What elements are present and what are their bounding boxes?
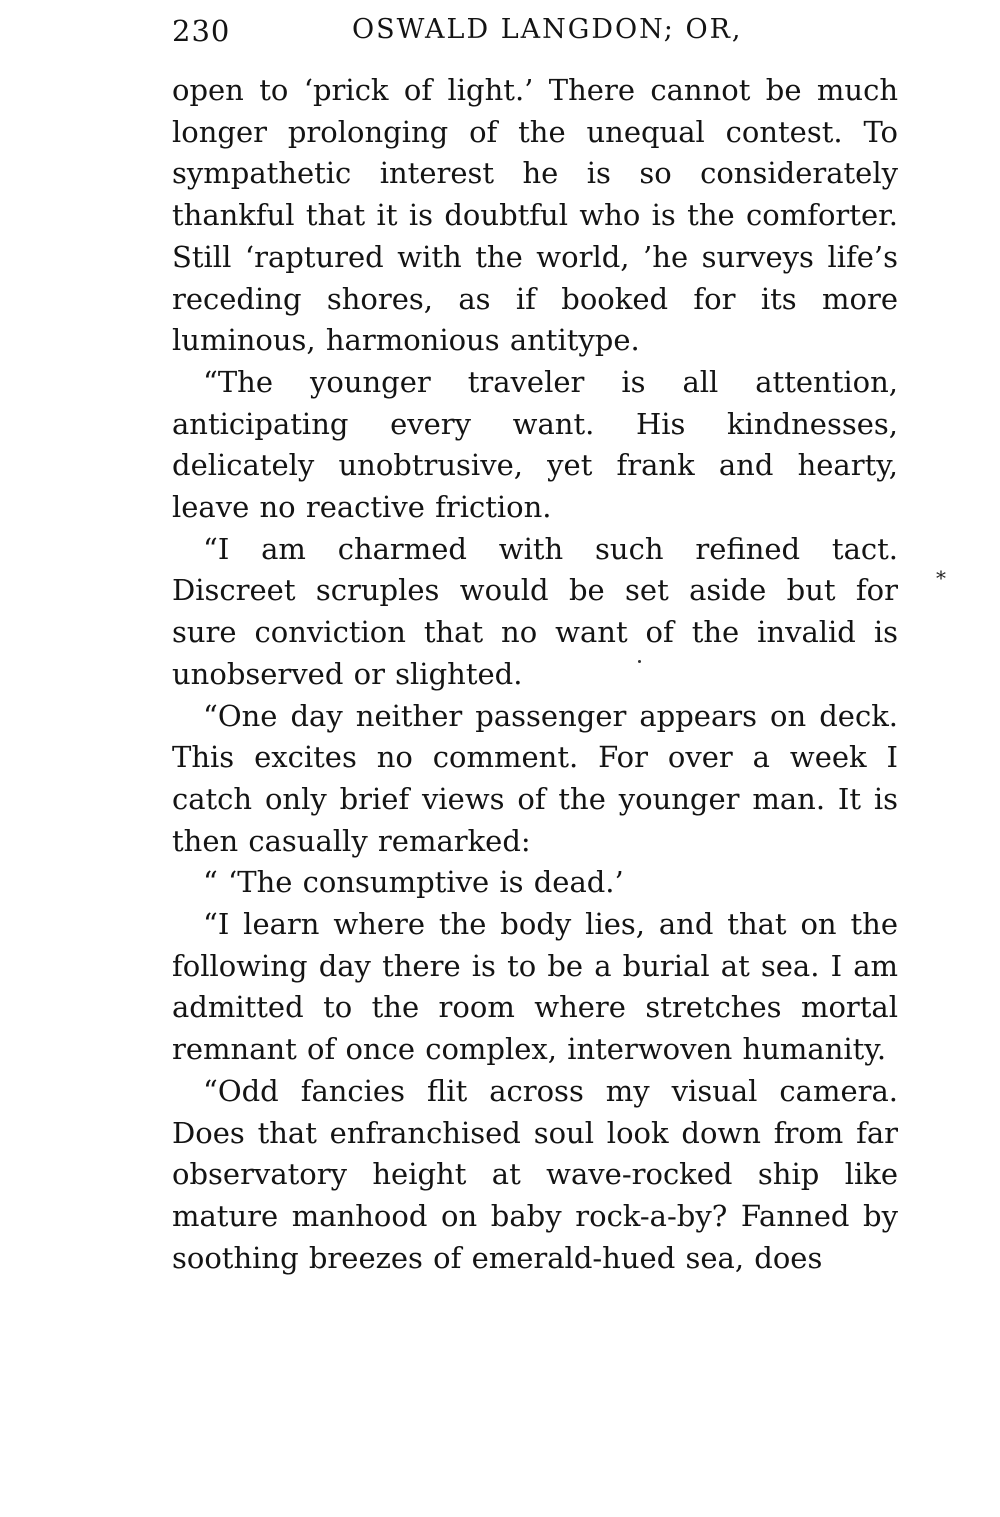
ink-speck: [638, 660, 641, 663]
paragraph: “One day neither passenger appears on deck. This excites no comment. For over a week I catch only brief views of the younger man. It is then casually remarked:: [172, 698, 898, 858]
body-text: [172, 70, 898, 1279]
page-number: 230: [172, 14, 231, 48]
paragraph: “The younger traveler is all attention, anticipating every want. His kindnesses, delicately unobtrusive, yet frank and hearty, leave no reactive friction.: [172, 364, 898, 525]
running-title: OSWALD LANGDON; OR,: [352, 14, 743, 45]
margin-mark: *: [936, 566, 946, 590]
paragraph: “ ‘The consumptive is dead.’: [203, 865, 624, 900]
paragraph: “I learn where the body lies, and that on the following day there is to be a burial at sea. I am admitted to the room where stretches mortal remnant of once complex, interwoven humanity.: [172, 907, 898, 1067]
running-head: [172, 14, 898, 54]
paragraph: “I am charmed with such refined tact. Discreet scruples would be set aside but for sure conviction that no want of the invalid is unobserved or slighted.: [172, 531, 898, 691]
paragraph: “Odd fancies flit across my visual camera. Does that enfranchised soul look down from far observatory height at wave-rocked ship like mature manhood on baby rock-a-by? Fanned by soothing breezes of emerald-hued sea, does: [172, 1073, 898, 1275]
paragraph: open to ‘prick of light.’ There cannot be much longer prolonging of the unequal contest. To sympathetic interest he is so considerately thankful that it is doubtful who is the comforter. Still ‘raptured with the world, ’he surveys life’s receding shores, as if booked for its more luminous, harmonious antitype.: [172, 73, 898, 358]
